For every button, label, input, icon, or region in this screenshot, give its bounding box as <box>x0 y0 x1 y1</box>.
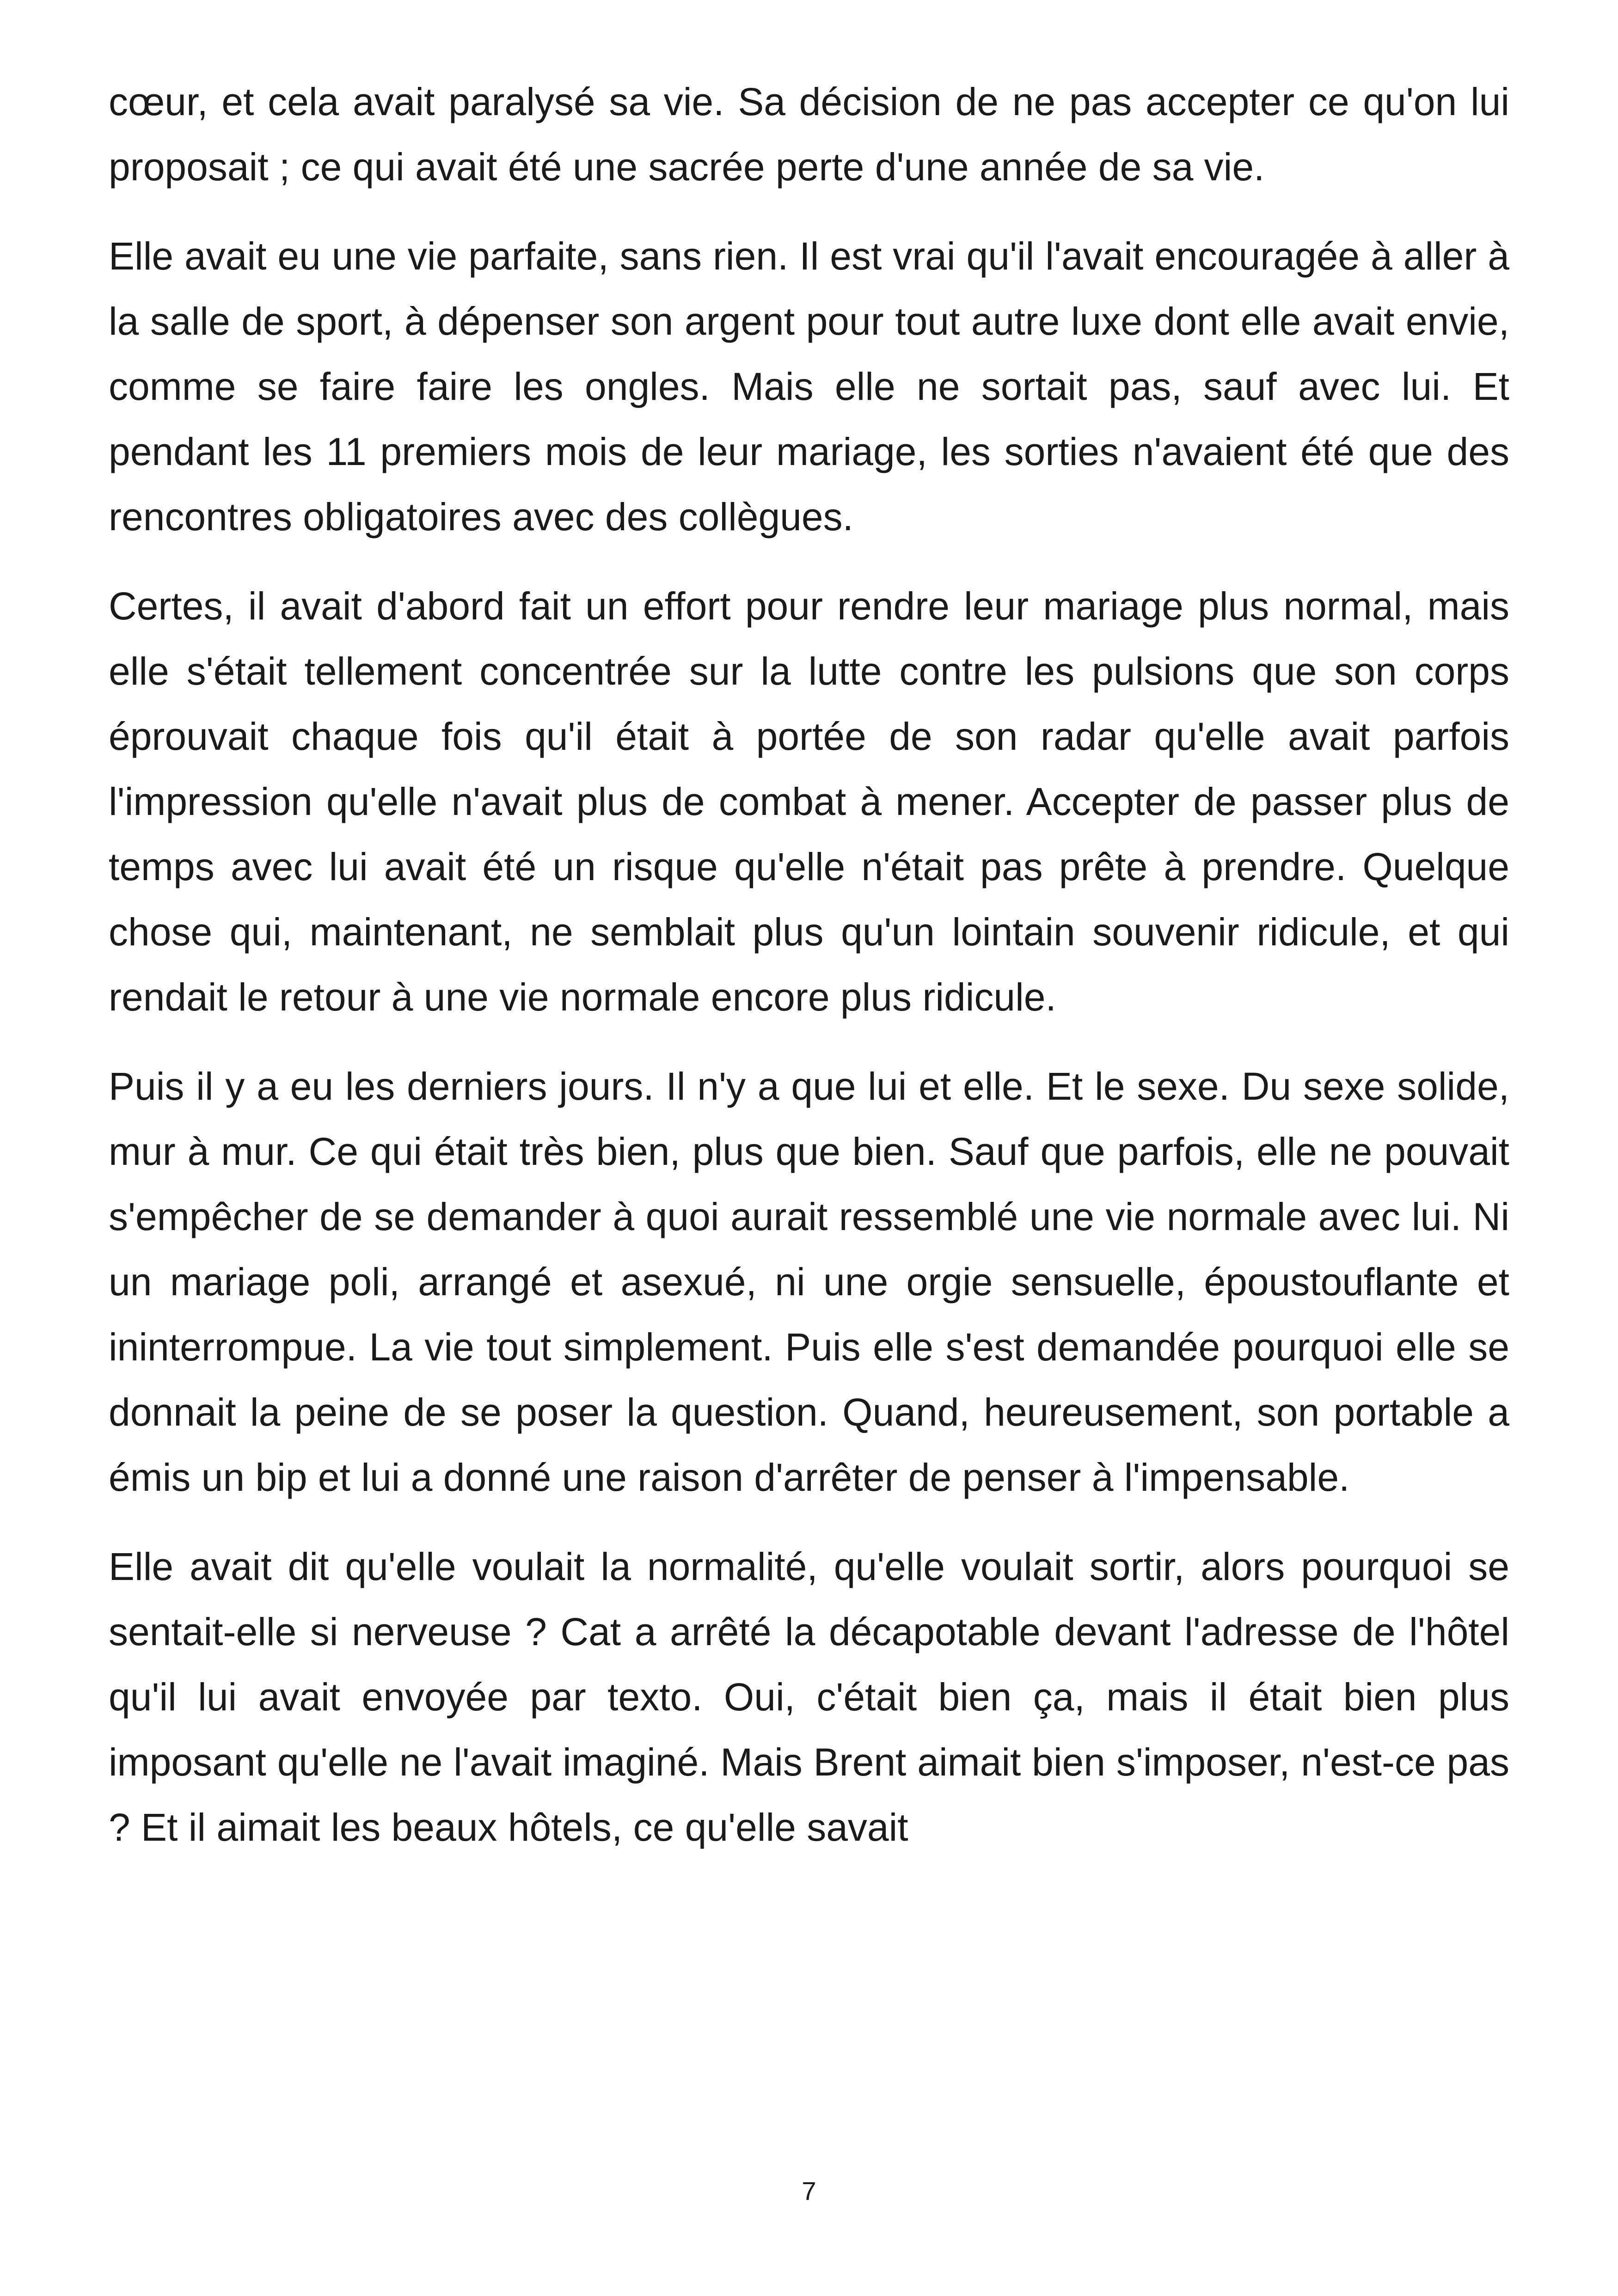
paragraph-3: Certes, il avait d'abord fait un effort pour rendre leur mariage plus normal, mais elle s'était tellement concentrée sur la lutte contre les pulsions que son corps éprouvait chaque fois qu'il était à portée de son radar qu'elle avait parfois l'impression qu'elle n'avait plus de combat à mener. Accepter de passer plus de temps avec lui avait été un risque qu'elle n'était pas prête à prendre. Quelque chose qui, maintenant, ne semblait plus qu'un lointain souvenir ridicule, et qui rendait le retour à une vie normale encore plus ridicule. <box>109 584 1509 1019</box>
paragraph-4: Puis il y a eu les derniers jours. Il n'y a que lui et elle. Et le sexe. Du sexe solide, mur à mur. Ce qui était très bien, plus que bien. Sauf que parfois, elle ne pouvait s'empêcher de se demander à quoi aurait ressemblé une vie normale avec lui. Ni un mariage poli, arrangé et asexué, ni une orgie sensuelle, époustouflante et ininterrompue. La vie tout simplement. Puis elle s'est demandée pourquoi elle se donnait la peine de se poser la question. Quand, heureusement, son portable a émis un bip et lui a donné une raison d'arrêter de penser à l'impensable. <box>109 1065 1509 1499</box>
page-number: 7 <box>802 2176 816 2205</box>
body-text <box>109 69 1509 1884</box>
paragraph-1: cœur, et cela avait paralysé sa vie. Sa décision de ne pas accepter ce qu'on lui proposait ; ce qui avait été une sacrée perte d'une année de sa vie. <box>109 80 1509 189</box>
paragraph-2: Elle avait eu une vie parfaite, sans rien. Il est vrai qu'il l'avait encouragée à aller à la salle de sport, à dépenser son argent pour tout autre luxe dont elle avait envie, comme se faire faire les ongles. Mais elle ne sortait pas, sauf avec lui. Et pendant les 11 premiers mois de leur mariage, les sorties n'avaient été que des rencontres obligatoires avec des collègues. <box>109 234 1509 539</box>
paragraph-5: Elle avait dit qu'elle voulait la normalité, qu'elle voulait sortir, alors pourquoi se sentait-elle si nerveuse ? Cat a arrêté la décapotable devant l'adresse de l'hôtel qu'il lui avait envoyée par texto. Oui, c'était bien ça, mais il était bien plus imposant qu'elle ne l'avait imaginé. Mais Brent aimait bien s'imposer, n'est-ce pas ? Et il aimait les beaux hôtels, ce qu'elle savait <box>109 1545 1509 1849</box>
